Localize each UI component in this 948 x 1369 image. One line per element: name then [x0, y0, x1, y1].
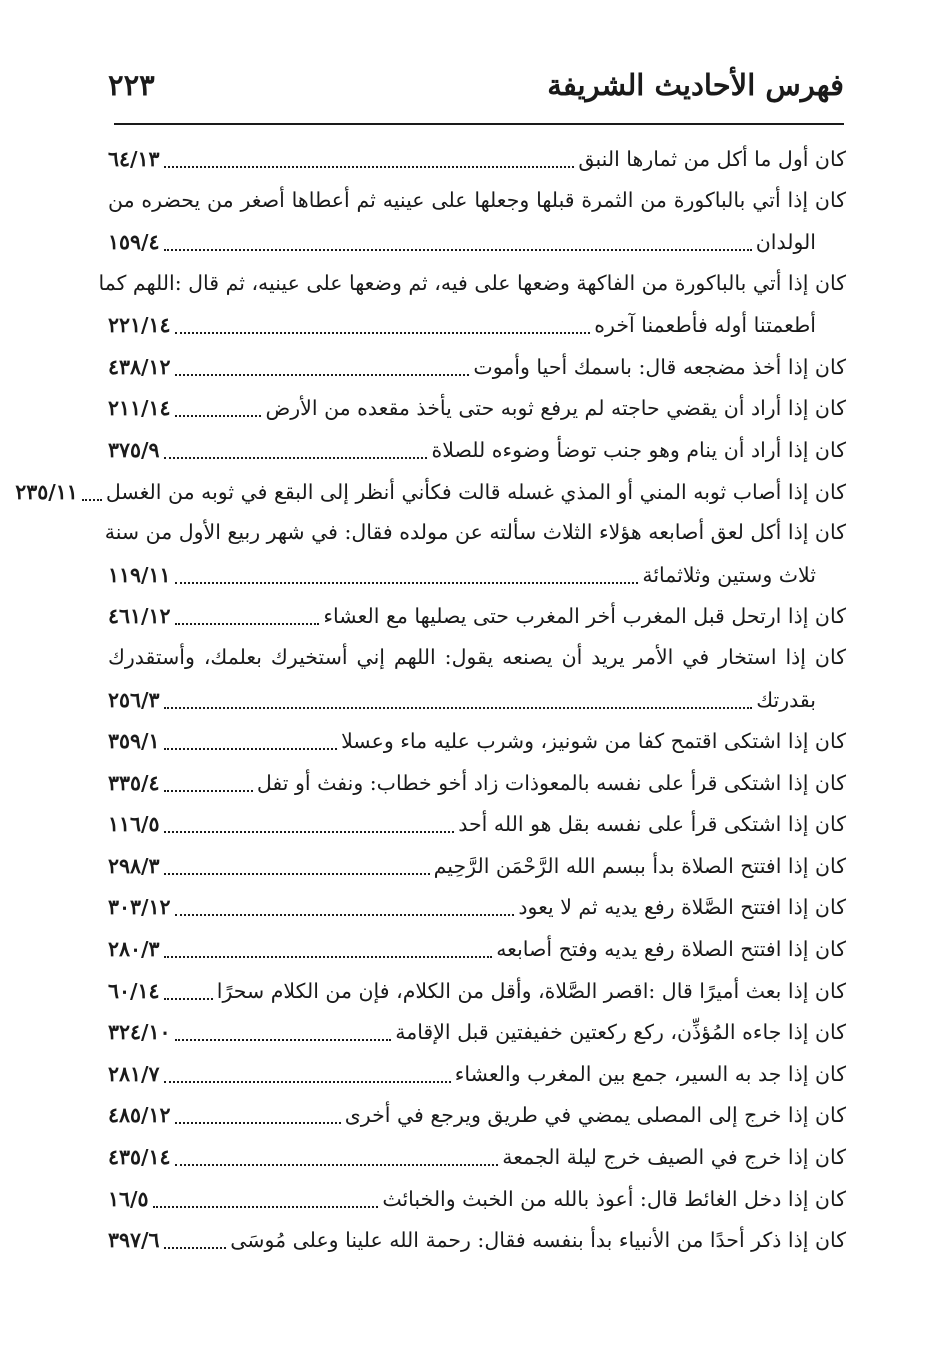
entry-line [108, 637, 846, 679]
entry-line [104, 512, 846, 554]
volume-page-reference: ٤٨٥/١٢ [108, 1103, 171, 1128]
index-entry [108, 1011, 846, 1053]
index-entry [108, 762, 846, 804]
dot-leader [175, 1164, 499, 1166]
hadith-text: أطعمتنا أوله فأطعمنا آخره [594, 313, 816, 338]
hadith-text: كان إذا جد به السير، جمع بين المغرب والعشاء [454, 1061, 846, 1086]
entry-line [108, 1095, 846, 1137]
index-entry [108, 596, 846, 638]
hadith-text: كان إذا افتتح الصَّلاة رفع يديه ثم لا يعود [518, 895, 846, 920]
dot-leader [164, 998, 213, 1000]
index-entry [108, 1178, 846, 1220]
hadith-text: كان إذا اشتكى قرأ على نفسه بالمعوذات زاد أخو خطاب: ونفث أو تفل [256, 770, 846, 795]
dot-leader [164, 457, 428, 459]
hadith-text: كان إذا أخذ مضجعه قال: باسمك أحيا وأموت [473, 354, 846, 379]
entry-continuation-line [108, 221, 846, 263]
index-entry [108, 637, 846, 720]
volume-page-reference: ٤٣٥/١٤ [108, 1145, 171, 1170]
dot-leader [164, 166, 575, 168]
dot-leader [164, 249, 752, 251]
volume-page-reference: ١٦/٥ [108, 1186, 149, 1211]
volume-page-reference: ٤٦١/١٢ [108, 604, 171, 629]
index-entry [15, 471, 846, 513]
dot-leader [164, 707, 753, 709]
dot-leader [175, 914, 515, 916]
hadith-text: الولدان [755, 229, 816, 254]
hadith-text: كان إذا أراد أن ينام وهو جنب توضأ وضوءه للصلاة [431, 437, 846, 462]
page-header [108, 60, 844, 110]
index-entry [108, 804, 846, 846]
hadith-text: كان إذا أكل لعق أصابعه هؤلاء الثلاث سألته عن مولده فقال: في شهر ربيع الأول من سنة [104, 520, 846, 545]
index-entry [108, 346, 846, 388]
entry-continuation-line [108, 304, 846, 346]
dot-leader [164, 1247, 227, 1249]
hadith-text: كان إذا أتي بالباكورة من الفاكهة وضعها على فيه، ثم وضعها على عينيه، ثم قال :اللهم كما [98, 270, 846, 295]
hadith-text: كان إذا أصاب ثوبه المني أو المذي غسله قالت فكأني أنظر إلى البقع في ثوبه من الغسل [105, 479, 846, 504]
page-number: ٢٢٣ [108, 68, 155, 102]
hadith-text: ثلاث وستين وثلاثمائة [642, 562, 816, 587]
dot-leader [164, 831, 455, 833]
entry-line [108, 1136, 846, 1178]
entry-line [108, 138, 846, 180]
hadith-text: كان إذا ذكر أحدًا من الأنبياء بدأ بنفسه فقال: رحمة الله علينا وعلى مُوسَى [230, 1228, 846, 1253]
index-entry [108, 887, 846, 929]
index-entry [98, 263, 846, 346]
entry-line [108, 804, 846, 846]
index-entry [108, 928, 846, 970]
entry-line [108, 346, 846, 388]
entry-line [108, 429, 846, 471]
dot-leader [175, 332, 591, 334]
hadith-text: كان إذا خرج إلى المصلى يمضي في طريق ويرجع في أخرى [344, 1103, 846, 1128]
hadith-text: كان إذا افتتح الصلاة رفع يديه وفتح أصابعه [496, 937, 846, 962]
volume-page-reference: ٢٩٨/٣ [108, 853, 160, 878]
entry-line [108, 180, 846, 222]
volume-page-reference: ٦٤/١٣ [108, 146, 160, 171]
volume-page-reference: ٦٠/١٤ [108, 978, 160, 1003]
entry-line [108, 1219, 846, 1261]
index-entry [108, 1095, 846, 1137]
volume-page-reference: ٢٥٦/٣ [108, 687, 160, 712]
dot-leader [175, 1122, 341, 1124]
volume-page-reference: ٣٥٩/١ [108, 729, 160, 754]
hadith-text: كان إذا استخار في الأمر يريد أن يصنعه يقول: اللهم إني أستخيرك بعلمك، وأستقدرك [108, 645, 846, 670]
dot-leader [164, 956, 493, 958]
dot-leader [175, 374, 470, 376]
entry-line [108, 845, 846, 887]
index-entry [108, 180, 846, 263]
index-entry [108, 720, 846, 762]
index-entry [108, 1053, 846, 1095]
entry-continuation-line [108, 554, 846, 596]
volume-page-reference: ٣٣٥/٤ [108, 770, 160, 795]
index-entry [108, 1219, 846, 1261]
volume-page-reference: ٢١١/١٤ [108, 396, 171, 421]
hadith-text: كان إذا اشتكى قرأ على نفسه بقل هو الله أحد [458, 812, 846, 837]
entry-line [108, 970, 846, 1012]
hadith-text: كان إذا ارتحل قبل المغرب أخر المغرب حتى يصليها مع العشاء [323, 604, 846, 629]
page-title: فهرس الأحاديث الشريفة [547, 68, 844, 102]
index-entry [108, 845, 846, 887]
dot-leader [164, 873, 430, 875]
volume-page-reference: ١٥٩/٤ [108, 229, 160, 254]
entry-line [108, 1178, 846, 1220]
volume-page-reference: ٢٨٠/٣ [108, 937, 160, 962]
index-entry [104, 512, 846, 595]
volume-page-reference: ١١٩/١١ [108, 562, 171, 587]
index-entry [108, 970, 846, 1012]
volume-page-reference: ٤٣٨/١٢ [108, 354, 171, 379]
index-entry [108, 138, 846, 180]
hadith-text: كان إذا افتتح الصلاة بدأ ببسم الله الرَّحْمَن الرَّحِيم [433, 853, 846, 878]
dot-leader [153, 1206, 379, 1208]
entry-line [108, 596, 846, 638]
header-rule [114, 123, 844, 125]
dot-leader [175, 623, 320, 625]
hadith-text: كان إذا بعث أميرًا قال :اقصر الصَّلاة، وأقل من الكلام، فإن من الكلام سحرًا [216, 978, 846, 1003]
entry-line [108, 720, 846, 762]
hadith-text: كان إذا أتي بالباكورة من الثمرة قبلها وجعلها على عينيه ثم أعطاها أصغر من يحضره من [108, 187, 846, 212]
entry-line [108, 887, 846, 929]
entry-continuation-line [108, 679, 846, 721]
index-entry [108, 1136, 846, 1178]
entry-line [108, 928, 846, 970]
dot-leader [164, 1081, 451, 1083]
hadith-text: كان إذا جاءه المُؤذِّن، ركع ركعتين خفيفتين قبل الإقامة [395, 1020, 846, 1045]
hadith-text: بقدرتك [756, 687, 816, 712]
hadith-text: كان إذا دخل الغائط قال: أعوذ بالله من الخبث والخبائث [382, 1186, 846, 1211]
dot-leader [175, 415, 262, 417]
volume-page-reference: ١١٦/٥ [108, 812, 160, 837]
dot-leader [164, 790, 253, 792]
volume-page-reference: ٣٧٥/٩ [108, 437, 160, 462]
entry-line [108, 1053, 846, 1095]
volume-page-reference: ٣٢٤/١٠ [108, 1020, 171, 1045]
volume-page-reference: ٣٩٧/٦ [108, 1228, 160, 1253]
index-entry [108, 429, 846, 471]
index-entry [108, 388, 846, 430]
volume-page-reference: ٢٢١/١٤ [108, 313, 171, 338]
hadith-text: كان أول ما أكل من ثمارها النبق [578, 146, 846, 171]
hadith-text: كان إذا اشتكى اقتمح كفا من شونيز، وشرب عليه ماء وعسلا [341, 729, 846, 754]
volume-page-reference: ٣٠٣/١٢ [108, 895, 171, 920]
entry-line [108, 388, 846, 430]
hadith-index-list [15, 138, 846, 1261]
volume-page-reference: ٢٣٥/١١ [15, 479, 78, 504]
entry-line [108, 762, 846, 804]
entry-line [15, 471, 846, 513]
hadith-text: كان إذا خرج في الصيف خرج ليلة الجمعة [502, 1145, 846, 1170]
dot-leader [164, 748, 338, 750]
hadith-text: كان إذا أراد أن يقضي حاجته لم يرفع ثوبه حتى يأخذ مقعده من الأرض [265, 396, 846, 421]
entry-line [98, 263, 846, 305]
dot-leader [175, 582, 639, 584]
volume-page-reference: ٢٨١/٧ [108, 1061, 160, 1086]
entry-line [108, 1011, 846, 1053]
dot-leader [175, 1039, 392, 1041]
dot-leader [82, 499, 102, 501]
